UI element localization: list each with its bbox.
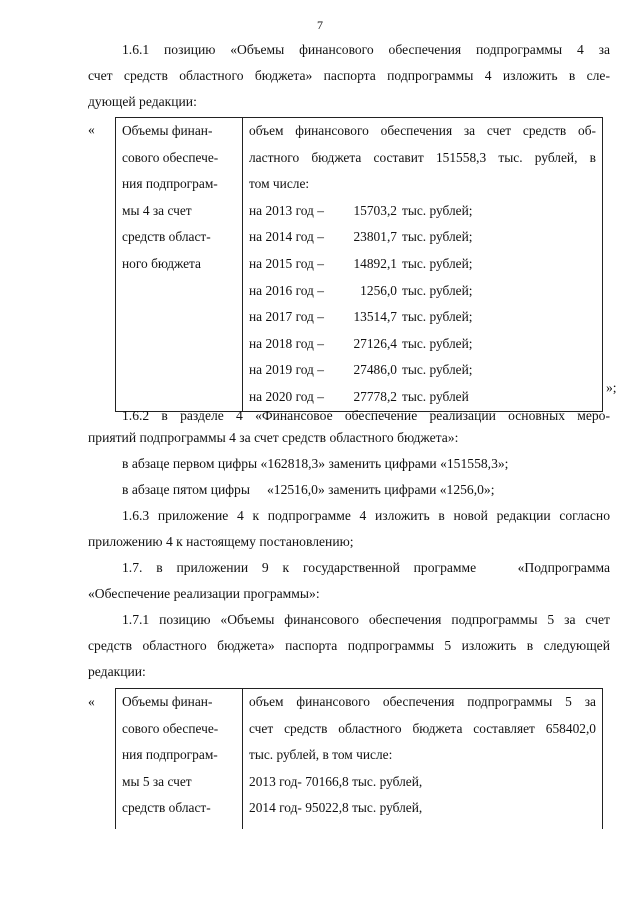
table1-right-cell (243, 118, 603, 412)
financing-table-2 (115, 688, 603, 829)
year-label: на 2014 год – (249, 229, 324, 245)
year-label: на 2016 год – (249, 282, 324, 298)
table2-left-line: мы 5 за счет (122, 773, 192, 789)
year-amount: 14892,1 (353, 255, 397, 271)
table2-right-line: объем финансового обеспечения подпрограммы 5 за (249, 694, 596, 709)
para-171-line-2: средств областного бюджета» паспорта подпрограммы 5 изложить в следующей (88, 638, 610, 653)
year-unit: тыс. рублей; (402, 362, 473, 378)
year-label: на 2019 год – (249, 362, 324, 378)
table1-year-row (243, 224, 602, 251)
year-amount: 23801,7 (353, 229, 397, 245)
para-17-line-1: 1.7. в приложении 9 к государственной программе «Подпрограмма (122, 560, 610, 575)
table2-right-line: 2013 год- 70166,8 тыс. рублей, (249, 773, 423, 789)
year-label: на 2018 год – (249, 335, 324, 351)
para-163-line-1: 1.6.3 приложение 4 к подпрограмме 4 изложить в новой редакции согласно (122, 508, 610, 523)
year-amount: 15703,2 (353, 202, 397, 218)
para-17-line-2: «Обеспечение реализации программы»: (88, 586, 320, 601)
para-161-line-3: дующей редакции: (88, 94, 197, 109)
year-amount: 13514,7 (353, 309, 397, 325)
year-unit: тыс. рублей; (402, 255, 473, 271)
para-171-line-1: 1.7.1 позицию «Объемы финансового обеспечения подпрограммы 5 за счет (122, 612, 610, 627)
table1-open-quote: « (88, 122, 95, 137)
table1-left-line: ния подпрограм- (122, 176, 218, 192)
table2-right-line: 2014 год- 95022,8 тыс. рублей, (249, 800, 423, 816)
table1-year-row (243, 278, 602, 305)
table1-left-cell (116, 118, 243, 412)
table1-left-line: средств област- (122, 229, 211, 245)
para-161-line-2: счет средств областного бюджета» паспорта подпрограммы 4 изложить в сле- (88, 68, 610, 83)
year-unit: тыс. рублей; (402, 202, 473, 218)
table1-intro-line: том числе: (249, 176, 310, 192)
table2-left-line: Объемы финан- (122, 694, 213, 709)
table2-right-cell (243, 689, 603, 830)
table1-year-row (243, 357, 602, 384)
table2-open-quote: « (88, 694, 95, 709)
year-unit: тыс. рублей (402, 388, 469, 404)
table1-year-row (243, 198, 602, 225)
para-171-line-3: редакции: (88, 664, 146, 679)
para-162-line-1: 1.6.2 в разделе 4 «Финансовое обеспечение реализации основных меро- (122, 408, 610, 423)
year-amount: 27126,4 (353, 335, 397, 351)
year-unit: тыс. рублей; (402, 335, 473, 351)
table1-year-row (243, 251, 602, 278)
table1-intro-line: ластного бюджета составит 151558,3 тыс. рублей, в (249, 149, 596, 165)
para-162-line-2: приятий подпрограммы 4 за счет средств областного бюджета»: (88, 430, 459, 445)
table1-left-line: сового обеспече- (122, 149, 219, 165)
year-amount: 1256,0 (360, 282, 397, 298)
year-amount: 27778,2 (353, 388, 397, 404)
table2-left-line: ния подпрограм- (122, 747, 218, 763)
table1-left-line: Объемы финан- (122, 123, 213, 138)
year-label: на 2020 год – (249, 388, 324, 404)
year-amount: 27486,0 (353, 362, 397, 378)
table1-intro-line: объем финансового обеспечения за счет средств об- (249, 123, 596, 138)
para-162-item-a: в абзаце первом цифры «162818,3» заменить цифрами «151558,3»; (122, 456, 509, 471)
table1-year-row (243, 384, 602, 411)
financing-table-1 (115, 117, 603, 412)
year-unit: тыс. рублей; (402, 282, 473, 298)
year-label: на 2013 год – (249, 202, 324, 218)
page-number: 7 (317, 18, 323, 32)
table1-left-line: ного бюджета (122, 255, 201, 271)
year-label: на 2015 год – (249, 255, 324, 271)
para-161-line-1: 1.6.1 позицию «Объемы финансового обеспечения подпрограммы 4 за (122, 42, 610, 57)
table2-right-line: тыс. рублей, в том числе: (249, 747, 393, 763)
table2-left-cell (116, 689, 243, 830)
table2-right-line: счет средств областного бюджета составляет 658402,0 (249, 720, 596, 736)
year-label: на 2017 год – (249, 309, 324, 325)
para-162-item-b: в абзаце пятом цифры «12516,0» заменить цифрами «1256,0»; (122, 482, 495, 497)
table2-left-line: сового обеспече- (122, 720, 219, 736)
table1-left-line: мы 4 за счет (122, 202, 192, 218)
table1-close-quote: »; (606, 380, 617, 395)
year-unit: тыс. рублей; (402, 229, 473, 245)
table1-year-row (243, 331, 602, 358)
table2-left-line: средств област- (122, 800, 211, 816)
year-unit: тыс. рублей; (402, 309, 473, 325)
para-163-line-2: приложению 4 к настоящему постановлению; (88, 534, 354, 549)
table1-year-row (243, 304, 602, 331)
